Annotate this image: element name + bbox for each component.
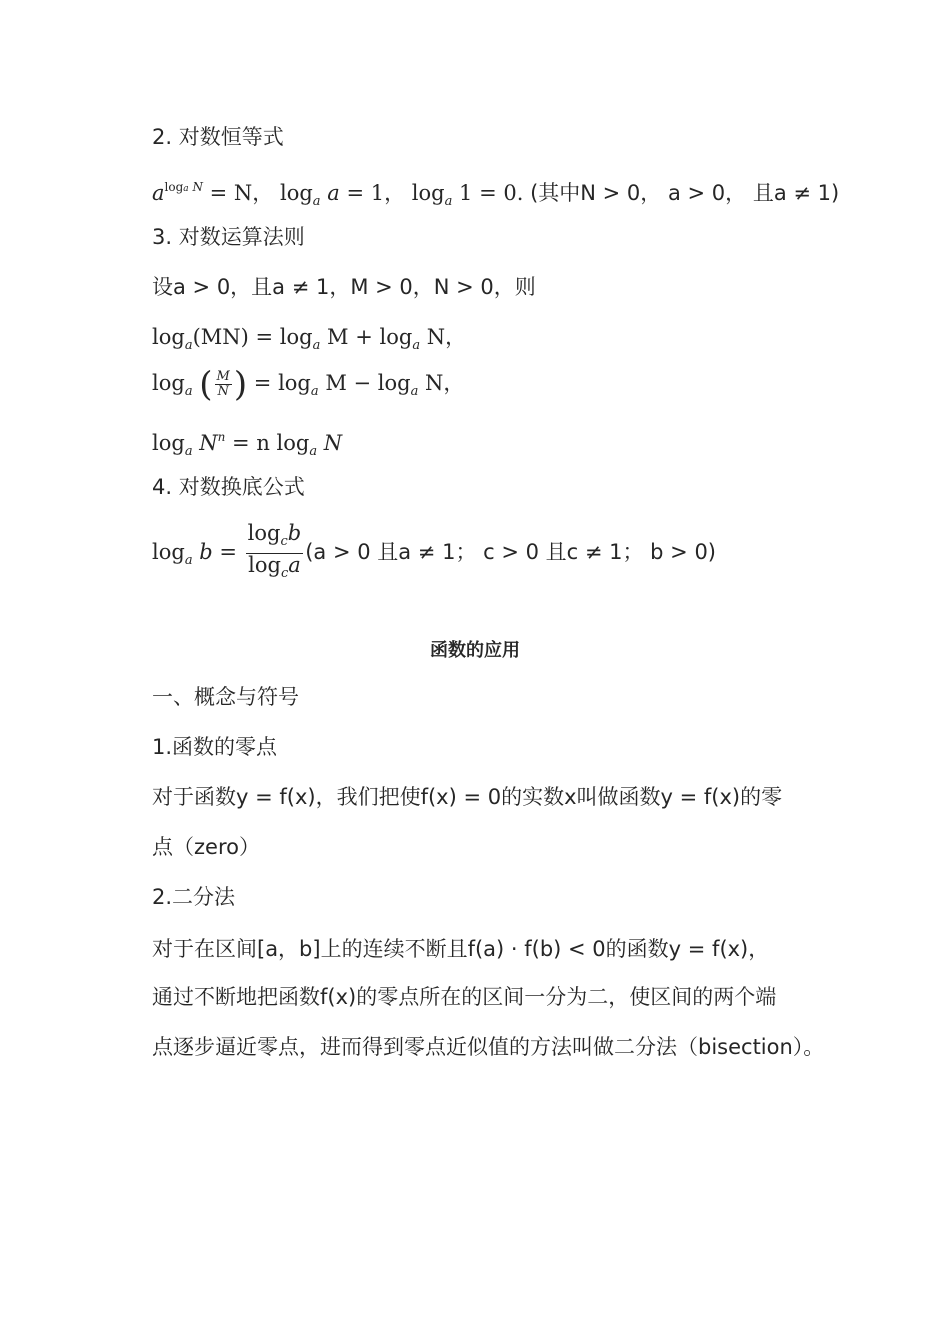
part-1-heading: 一、概念与符号 <box>152 685 299 709</box>
quotient-rule: $\log_a$ ( $\frac{M}{N}$ ) = $\log_a M - \log_a N$， <box>152 364 465 405</box>
section-2-heading: 2. 对数恒等式 <box>152 125 284 149</box>
page-section-title: 函数的应用 <box>430 640 520 661</box>
log-a-1-value: 1 = 0. <box>459 181 524 205</box>
product-rule: $\log_a(MN) = \log_a M + \log_a N$， <box>152 325 467 353</box>
bisection-line-3: 点逐步逼近零点，进而得到零点近似值的方法叫做二分法（bisection）。 <box>152 1035 825 1059</box>
zero-definition-line-2: 点（zero） <box>152 835 260 859</box>
section-4-heading: 4. 对数换底公式 <box>152 475 305 499</box>
rule2-mid: = <box>247 371 279 395</box>
change-of-base-fraction: $\frac{\log_cb}{\log_ca}$ <box>247 521 302 581</box>
identity-conditions: (其中N > 0， a > 0， 且a ≠ 1) <box>530 181 840 205</box>
rule3-tail: = n <box>225 431 270 455</box>
change-of-base-formula: $\log_a b$ = $\frac{\log_cb}{\log_ca}$ (a > 0 且a ≠ 1； c > 0 且c ≠ 1； b > 0) <box>152 522 716 585</box>
log-a-a-value: = 1， <box>346 181 406 205</box>
zero-definition-line-1: 对于函数y = f(x)，我们把使f(x) = 0的实数x叫做函数y = f(x)的零 <box>152 785 783 809</box>
zero-heading: 1.函数的零点 <box>152 735 278 759</box>
rule1-lhs: (MN) = <box>192 325 280 349</box>
rule1-rhs: M + <box>320 325 380 349</box>
change-of-base-conditions: (a > 0 且a ≠ 1； c > 0 且c ≠ 1； b > 0) <box>305 540 717 564</box>
rule1-end: N， <box>420 325 467 349</box>
rule2-rhs: M − <box>318 371 378 395</box>
premise-line: 设a > 0，且a ≠ 1，M > 0，N > 0，则 <box>152 275 536 299</box>
bisection-heading: 2.二分法 <box>152 885 236 909</box>
rule2-end: N， <box>418 371 465 395</box>
log-identity-formula: $a^{loga N} = N$， $\log_a a = 1$， $\log_a 1 = 0$. (其中N > 0， a > 0， 且a ≠ 1) <box>152 180 840 209</box>
bisection-line-2: 通过不断地把函数f(x)的零点所在的区间一分为二，使区间的两个端 <box>152 985 777 1009</box>
section-3-heading: 3. 对数运算法则 <box>152 225 305 249</box>
m-over-n-fraction: $\frac{M}{N}$ <box>216 369 230 399</box>
power-rule: $\log_a N^n = n$ $\log_a N$ <box>152 430 343 459</box>
identity-tail: = N， <box>202 181 274 205</box>
bisection-line-1: 对于在区间[a，b]上的连续不断且f(a) · f(b) < 0的函数y = f(x)， <box>152 937 770 961</box>
